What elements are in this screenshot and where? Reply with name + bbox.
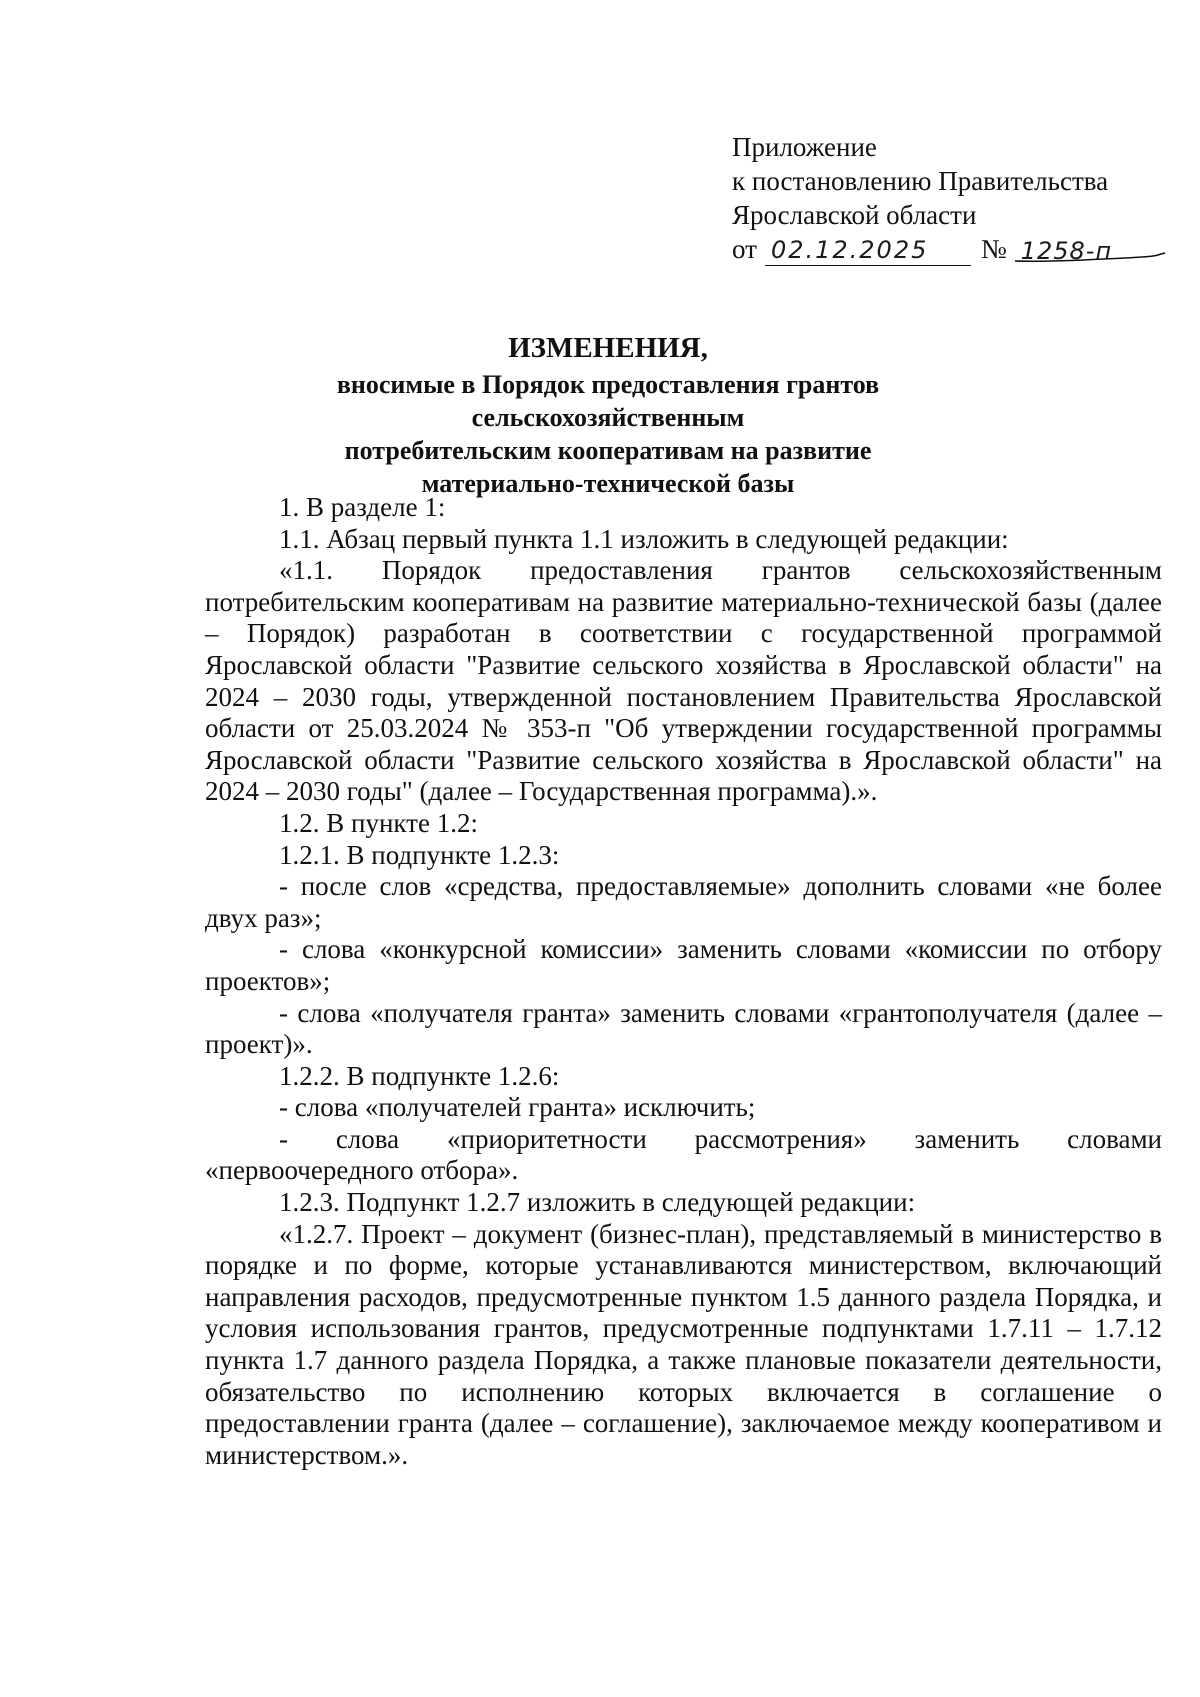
appendix-label: Приложение (732, 132, 877, 162)
title-subtitle-line-1: вносимые в Порядок предоставления грантов сельскохозяйственным (336, 370, 880, 432)
paragraph-1-1: 1.1. Абзац первый пункта 1.1 изложить в следующей редакции: (279, 523, 1009, 554)
paragraph-1-2-7-text: «1.2.7. Проект – документ (бизнес-план), представляемый в министерство в порядке и по форме, которые устанавливаются министерством, включающий направления расходов, предусмотренные пунктом 1.5 данного раздела Порядка, и условия использования грантов, предусмотренные подпунктами 1.7.11 – 1.7.12 пункта 1.7 данного раздела Порядка, а также плановые показатели деятельности, обязательство по исполнению которых включается в соглашение о предоставлении гранта (далее – соглашение), заключаемое между кооперативом и министерством.». (205, 1218, 1162, 1470)
document-title (200, 328, 1016, 500)
handwritten-number-text: 1258-п (1020, 237, 1113, 265)
paragraph-1-1-text: «1.1. Порядок предоставления грантов сельскохозяйственным потребительским кооперативам на развитие материально-технической базы (далее – Порядок) разработан в соответствии с государственной программой Ярославской области "Развитие сельского хозяйства в Ярославской области" на 2024 – 2030 годы, утвержденной постановлением Правительства Ярославской области от 25.03.2024 № 353-п "Об утверждении государственной программы Ярославской области "Развитие сельского хозяйства в Ярославской области" на 2024 – 2030 годы" (далее – Государственная программа).». (205, 555, 1162, 807)
handwritten-date: 02.12.2025 (765, 235, 971, 266)
paragraph-section-1: 1. В разделе 1: (279, 492, 446, 522)
paragraph-1-2-1-item-3: - слова «получателя гранта» заменить словами «грантополучателя (далее – проект)». (205, 997, 1162, 1060)
paragraph-1-2-1-item-2: - слова «конкурсной комиссии» заменить словами «комиссии по отбору проектов»; (205, 934, 1162, 996)
paragraph-1-2-1-item-1: - после слов «средства, предоставляемые» дополнить словами «не более двух раз»; (205, 871, 1162, 933)
handwritten-underline-stroke (1015, 252, 1165, 264)
title-subtitle-line-3: материально-технической базы (421, 469, 795, 498)
paragraph-1-2-2: 1.2.2. В подпункте 1.2.6: (279, 1060, 560, 1091)
title-subtitle-line-2: потребительским кооперативам на развитие (344, 436, 872, 465)
date-prefix: от (732, 234, 757, 264)
appendix-header (732, 130, 1172, 266)
paragraph-1-2-2-item-2: - слова «приоритетности рассмотрения» заменить словами «первоочередного отбора». (205, 1123, 1162, 1186)
number-sign: № (980, 234, 1007, 264)
appendix-date-number-line (732, 232, 1172, 266)
appendix-resolution-ref: к постановлению Правительства (732, 166, 1109, 196)
appendix-region: Ярославской области (732, 200, 977, 230)
handwritten-number (1015, 236, 1139, 266)
paragraph-1-2: 1.2. В пункте 1.2: (279, 807, 478, 838)
title-main: ИЗМЕНЕНИЯ, (508, 332, 708, 364)
paragraph-1-2-2-item-1: - слова «получателей гранта» исключить; (279, 1092, 756, 1123)
document-body (205, 492, 1162, 1471)
paragraph-1-2-1: 1.2.1. В подпункте 1.2.3: (279, 839, 560, 870)
paragraph-1-2-3: 1.2.3. Подпункт 1.2.7 изложить в следующей редакции: (279, 1187, 916, 1218)
